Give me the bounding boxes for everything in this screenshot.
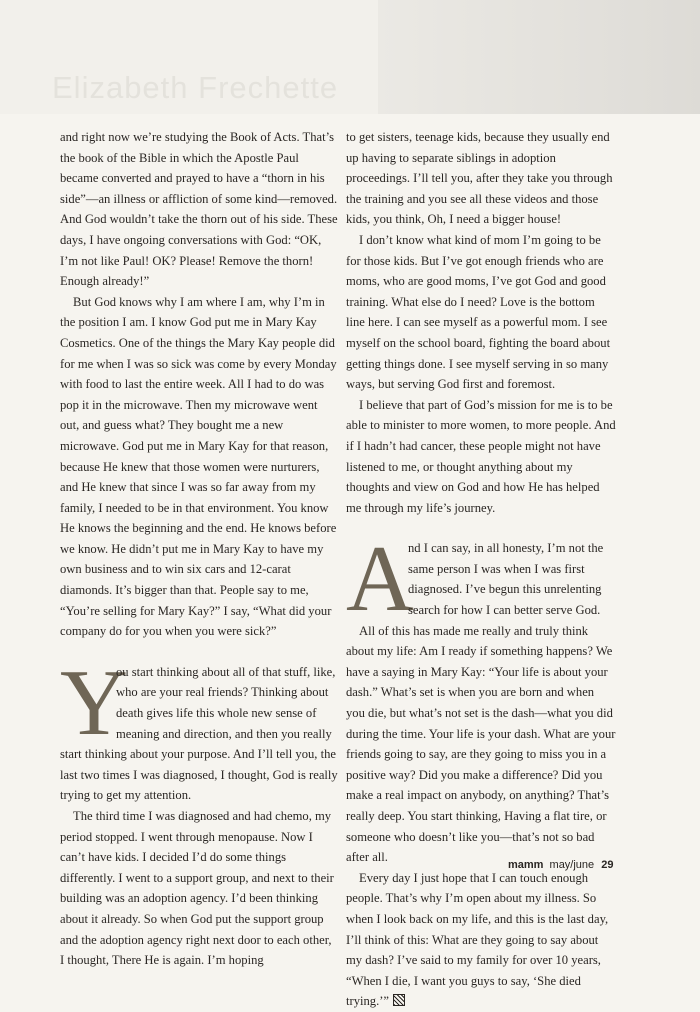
paragraph-text: ou start thinking about all of that stuff, like, who are your real friends? Thinking about death gives life this whole new sense of meaning and direction, and then you really start thinking about your purpose. And I’ll tell you, the last two times I was diagnosed, I thought, God is really trying to get my attention. (60, 664, 338, 803)
article-title-name: Elizabeth Frechette (52, 70, 339, 105)
paragraph: I believe that part of God’s mission for me is to be able to minister to more women, to more people. And if I hadn’t had cancer, these people might not have listened to me, or thought anything about my thoughts and view on God and how He has helped me through my life’s journey. (346, 397, 616, 515)
paragraph-with-dropcap (346, 527, 616, 632)
end-of-article-icon (393, 994, 405, 1006)
paragraph: I don’t know what kind of mom I’m going to be for those kids. But I’ve got enough friends who are moms, who are good moms, I’ve got God and good training. What else do I need? Love is the bottom line here. I can see myself as a powerful mom. I see myself on the school board, fighting the board about getting things done. I see myself serving in so many ways, but serving God first and foremost. (346, 232, 611, 392)
paragraph: to get sisters, teenage kids, because they usually end up having to separate siblings in adoption proceedings. I’ll tell you, after they take you through the training and you see all these videos and those kids, you think, Oh, I need a bigger house! (346, 130, 613, 227)
issue-date: may/june (549, 859, 595, 871)
page-number: 29 (601, 859, 614, 871)
paragraph (346, 868, 616, 1012)
right-column (346, 127, 616, 1012)
magazine-name: mamm (508, 859, 544, 871)
paragraph: But God knows why I am where I am, why I’m in the position I am. I know God put me in Mary Kay Cosmetics. One of the things the Mary Kay people did for me when I was so sick was come by every Monday with food to last the entire week. All I had to do was pop it in the microwave. Then my microwave went out, and guess what? They bought me a new microwave. God put me in Mary Kay for that reason, because He knew that those women were nurturers, and He knew that since I was so far away from my family, I needed to be in that environment. You know He knows the beginning and the end. He knows before we know. He didn’t put me in Mary Kay to have my own business and to win six cars and 12-carat diamonds. It’s bigger than that. People say to me, “You’re selling for Mary Kay?” I say, “What did your company do for you when you were sick?” (60, 294, 337, 639)
dropcap-letter: A (346, 527, 414, 632)
dropcap-letter: Y (60, 650, 128, 755)
paragraph: and right now we’re studying the Book of Acts. That’s the book of the Bible in which the Apostle Paul became converted and prayed to have a “thorn in his side”—an illness or affliction of some kind—removed. And God wouldn’t take the thorn out of his side. These days, I have ongoing conversations with God: “OK, I’m not like Paul! OK? Please! Remove the thorn! Enough already!” (60, 130, 338, 289)
paragraph-text: nd I can say, in all honesty, I’m not the same person I was when I was first diagnosed. I’ve begun this unrelenting search for how I can better serve God. (408, 541, 604, 618)
left-column (60, 127, 338, 971)
paragraph-text: Every day I just hope that I can touch enough people. That’s why I’m open about my illness. So when I look back on my life, and this is the last day, I’ll think of this: What are they going to say about my dash? I’ve said to my family for over 10 years, “When I die, I want you guys to say, ‘She died trying.’” (346, 870, 609, 1009)
paragraph: All of this has made me really and truly think about my life: Am I ready if something happens? We have a saying in Mary Kay: “Your life is about your dash.” What’s set is when you are born and when you die, but what’s not set is the dash—what you did during the time. Your life is your dash. What are your friends going to say, are they going to miss you in a positive way? Did you make a difference? Did you make a real impact on anybody, on anything? That’s really deep. You start thinking, Having a flat tire, or someone who doesn’t like you—that’s not so bad after all. (346, 623, 616, 865)
paragraph-with-dropcap (60, 650, 338, 806)
page-footer (508, 859, 613, 871)
header-photo (378, 0, 700, 114)
paragraph: The third time I was diagnosed and had chemo, my period stopped. I went through menopause. Now I can’t have kids. I decided I’d do some things differently. I went to a support group, and next to their building was an adoption agency. I’d been thinking about it already. So when God put the support group and the adoption agency right next door to each other, I thought, There He is again. I’m hoping (60, 809, 334, 968)
